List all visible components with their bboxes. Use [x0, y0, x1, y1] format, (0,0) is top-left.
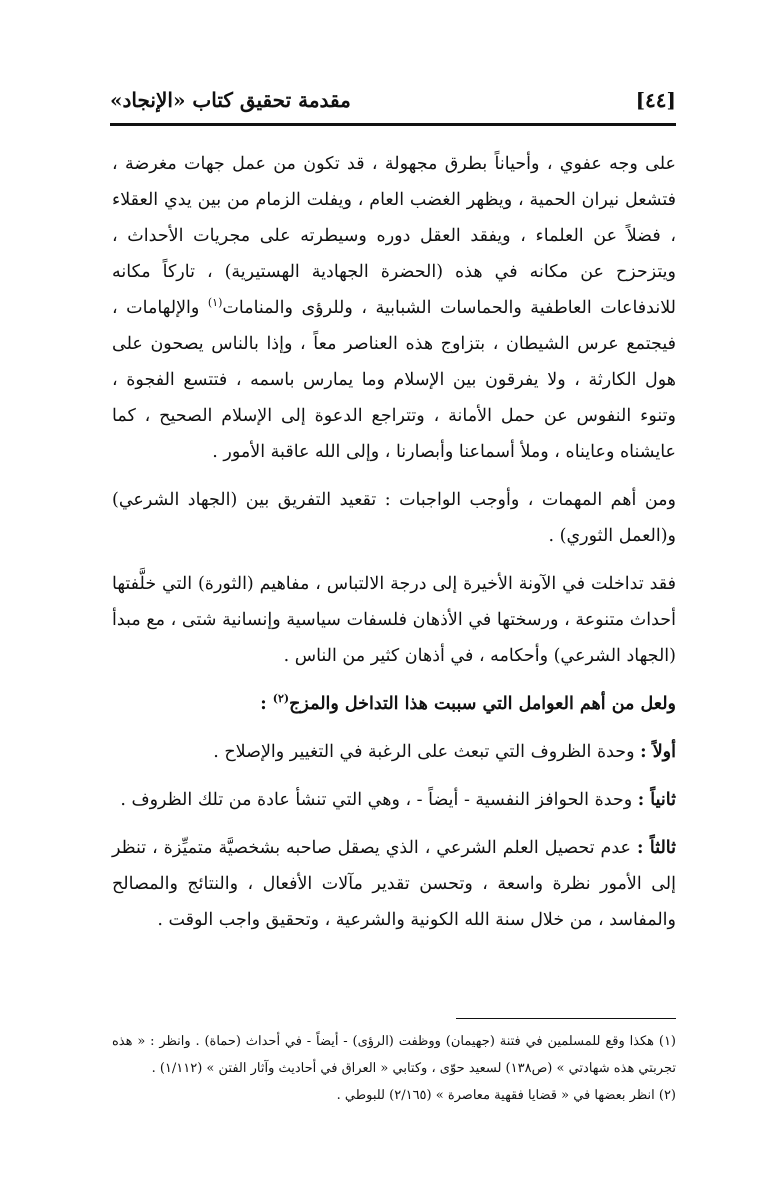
list-heading-text: ولعل من أهم العوامل التي سببت هذا التداخل والمزج: [289, 694, 676, 714]
page-header: [110, 80, 676, 120]
list-item: [112, 782, 676, 818]
footnotes: [112, 1028, 676, 1109]
list-item-label: ثالثاً :: [636, 838, 677, 858]
list-item: [112, 830, 676, 938]
footnote: (١) هكذا وقع للمسلمين في فتنة (جهيمان) ووظفت (الرؤى) - أيضاً - في أحداث (حماة) . وانظر : « هذه تجربتي هذه شهادتي » (ص١٣٨) لسعيد حوّى ، وكتابي « العراق في أحاديث وآثار الفتن » (١/١١٢) .: [112, 1034, 676, 1076]
header-rule: [110, 123, 676, 126]
page-number: [٤٤]: [635, 88, 676, 112]
list-heading-tail: :: [260, 694, 273, 714]
footnote-rule: [456, 1018, 676, 1019]
footnote: (٢) انظر بعضها في « قضايا فقهية معاصرة » (٢/١٦٥) للبوطي .: [336, 1088, 676, 1103]
paragraph-text: والإلهامات ، فيجتمع عرس الشيطان ، بتزاوج هذه العناصر معاً ، وإذا بالناس يصحون على هول الكارثة ، ولا يفرقون بين الإسلام وما يمارس باسمه ، فتتسع الفجوة ، وتنوء النفوس عن حمل الأمانة ، وتتراجع الدعوة إلى الإسلام الصحيح ، كما عايشناه وعايناه ، وملأ أسماعنا وأبصارنا ، وإلى الله عاقبة الأمور .: [112, 298, 676, 462]
footnote-ref[interactable]: (٢): [272, 692, 290, 706]
paragraph: [112, 146, 676, 470]
paragraph: ومن أهم المهمات ، وأوجب الواجبات : تقعيد التفريق بين (الجهاد الشرعي) و(العمل الثوري) .: [112, 490, 676, 546]
list-item-text: عدم تحصيل العلم الشرعي ، الذي يصقل صاحبه بشخصيَّة متميِّزة ، تنظر إلى الأمور نظرة واسعة ، وتحسن تقدير مآلات الأفعال ، والنتائج والمصالح والمفاسد ، من خلال سنة الله الكونية والشرعية ، وتحقيق واجب الوقت .: [112, 838, 676, 930]
paragraph: فقد تداخلت في الآونة الأخيرة إلى درجة الالتباس ، مفاهيم (الثورة) التي خلَّفتها أحداث متنوعة ، ورسختها في الأذهان فلسفات سياسية وإنسانية شتى ، مع مبدأ (الجهاد الشرعي) وأحكامه ، في أذهان كثير من الناس .: [112, 574, 676, 666]
list-item-text: وحدة الحوافز النفسية - أيضاً - ، وهي التي تنشأ عادة من تلك الظروف .: [120, 790, 638, 810]
running-title: مقدمة تحقيق كتاب «الإنجاد»: [110, 88, 351, 112]
list-item-text: وحدة الظروف التي تبعث على الرغبة في التغيير والإصلاح .: [213, 742, 641, 762]
body-text: [112, 146, 676, 950]
list-item-label: أولاً :: [640, 742, 676, 762]
footnote-ref[interactable]: (١): [207, 296, 223, 310]
list-heading: [112, 686, 676, 722]
paragraph-text: على وجه عفوي ، وأحياناً بطرق مجهولة ، قد تكون من عمل جهات مغرضة ، فتشعل نيران الحمية ، ويظهر الغضب العام ، ويفلت الزمام من بين يدي العقلاء ، فضلاً عن العلماء ، ويفقد العقل دوره وسيطرته على مجريات الأحداث ، ويتزحزح عن مكانه في هذه (الحضرة الجهادية الهستيرية) ، تاركاً مكانه للاندفاعات العاطفية والحماسات الشبابية ، وللرؤى والمنامات: [112, 154, 677, 318]
list-item-label: ثانياً :: [637, 790, 676, 810]
list-item: [112, 734, 676, 770]
